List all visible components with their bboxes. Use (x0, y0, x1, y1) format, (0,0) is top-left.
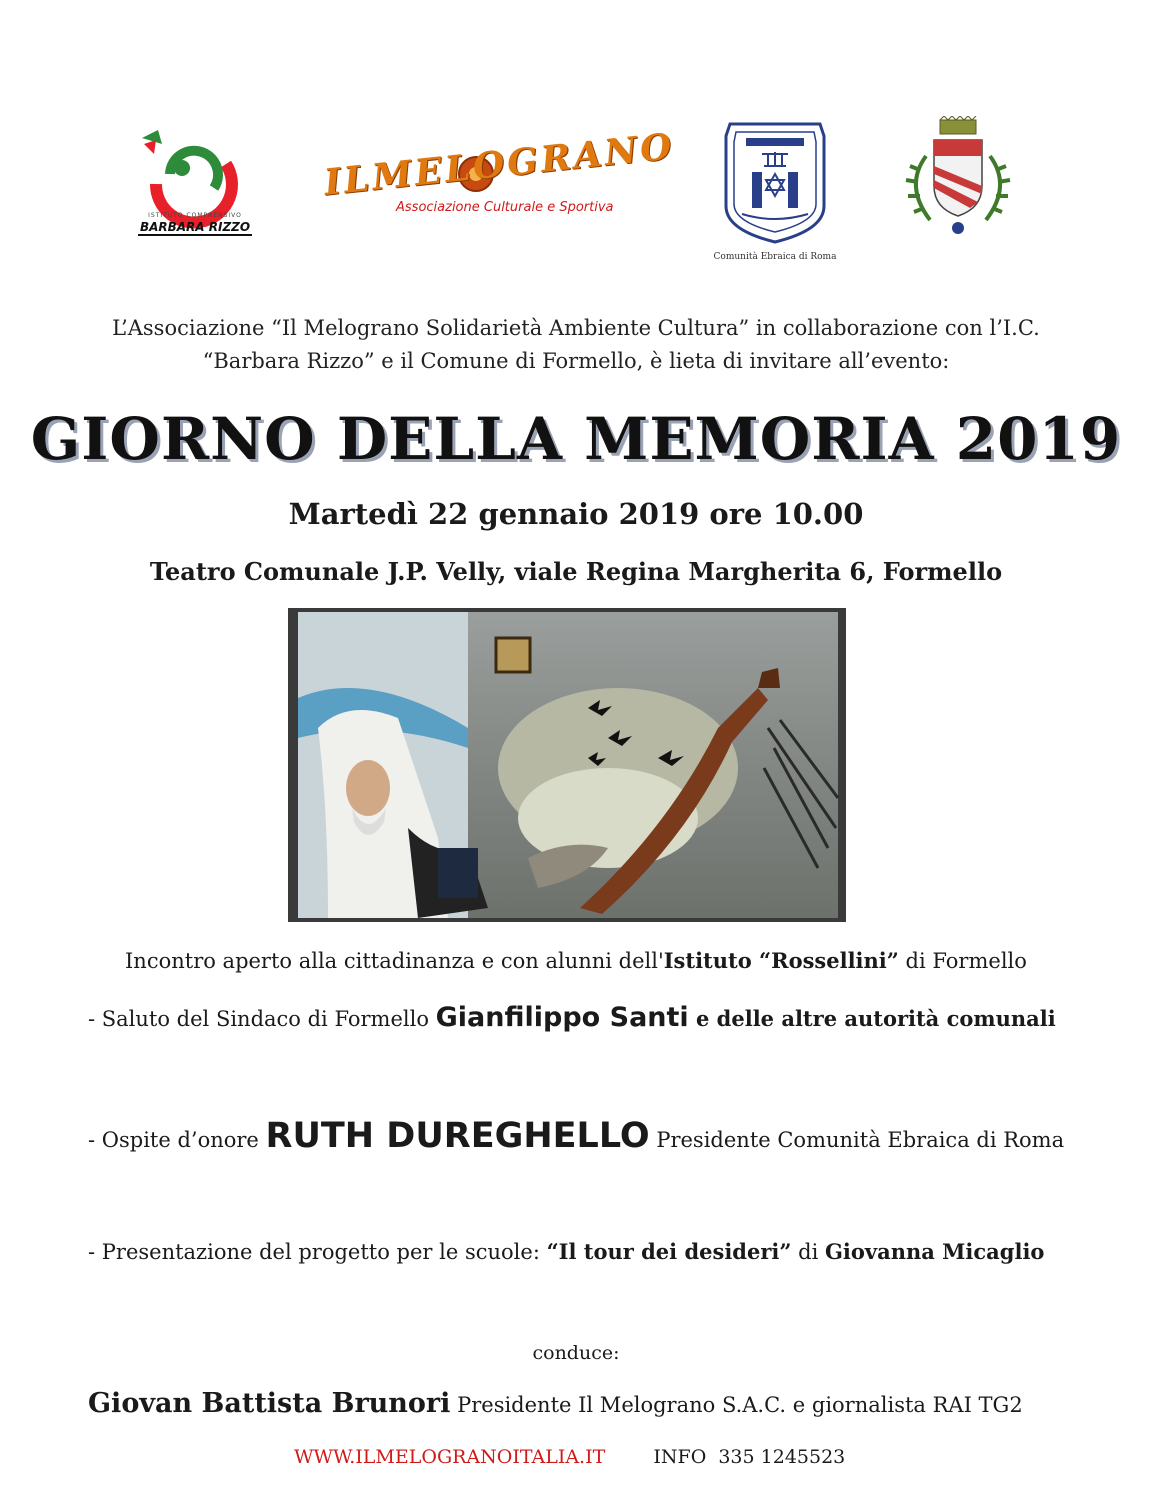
ic-barbara-rizzo-logo (136, 124, 252, 240)
host-role: Presidente Il Melograno S.A.C. e giornalista RAI TG2 (450, 1393, 1023, 1417)
program-greeting-suffix: e delle altre autorità comunali (688, 1006, 1056, 1031)
guest-name: RUTH DUREGHELLO (265, 1116, 650, 1156)
host-line (88, 1388, 1023, 1419)
website-link[interactable]: WWW.ILMELOGRANOITALIA.IT (294, 1446, 606, 1468)
ebraica-logo-caption: Comunità Ebraica di Roma (713, 252, 837, 262)
melograno-logo-name: ILMELOGRANO (322, 125, 677, 204)
program-greeting-prefix: - Saluto del Sindaco di Formello (88, 1007, 436, 1031)
comunita-ebraica-logo (712, 116, 838, 266)
intro-line-2: “Barbara Rizzo” e il Comune di Formello, è lieta di invitare all’evento: (202, 349, 950, 373)
program-item-guest (88, 1116, 1064, 1156)
intro-text (0, 312, 1152, 378)
conduce-label: conduce: (532, 1342, 620, 1364)
project-author: Giovanna Micaglio (824, 1239, 1045, 1264)
event-date: Martedì 22 gennaio 2019 ore 10.00 (288, 497, 864, 531)
event-title: GIORNO DELLA MEMORIA 2019 (30, 405, 1122, 473)
host-name: Giovan Battista Brunori (88, 1388, 451, 1419)
melograno-logo-subtitle: Associazione Culturale e Sportiva (396, 200, 614, 215)
meeting-suffix: di Formello (898, 949, 1027, 973)
memorial-painting (288, 608, 846, 922)
meeting-school: Istituto “Rossellini” (663, 948, 899, 973)
meeting-prefix: Incontro aperto alla cittadinanza e con alunni dell' (125, 949, 664, 973)
program-project-prefix: - Presentazione del progetto per le scuole: (88, 1240, 547, 1264)
program-project-mid: di (791, 1240, 825, 1264)
project-name: “Il tour dei desideri” (546, 1239, 792, 1264)
comune-formello-crest (890, 116, 1026, 248)
program-guest-prefix: - Ospite d’onore (88, 1128, 266, 1152)
program-guest-suffix: Presidente Comunità Ebraica di Roma (649, 1128, 1065, 1152)
program-item-greeting (88, 1002, 1056, 1033)
ic-logo-caption: ISTITUTO COMPRENSIVO (148, 212, 242, 219)
program-item-project (88, 1239, 1044, 1264)
melograno-logo (316, 125, 677, 242)
mayor-name: Gianfilippo Santi (435, 1002, 689, 1033)
ic-logo-name: BARBARA RIZZO (139, 220, 251, 234)
intro-line-1: L’Associazione “Il Melograno Solidarietà Ambiente Cultura” in collaborazione con l’I.C. (112, 316, 1040, 340)
footer (294, 1446, 845, 1468)
event-venue: Teatro Comunale J.P. Velly, viale Regina Margherita 6, Formello (149, 557, 1003, 586)
info-phone: INFO 335 1245523 (653, 1446, 846, 1468)
meeting-line (125, 948, 1027, 973)
